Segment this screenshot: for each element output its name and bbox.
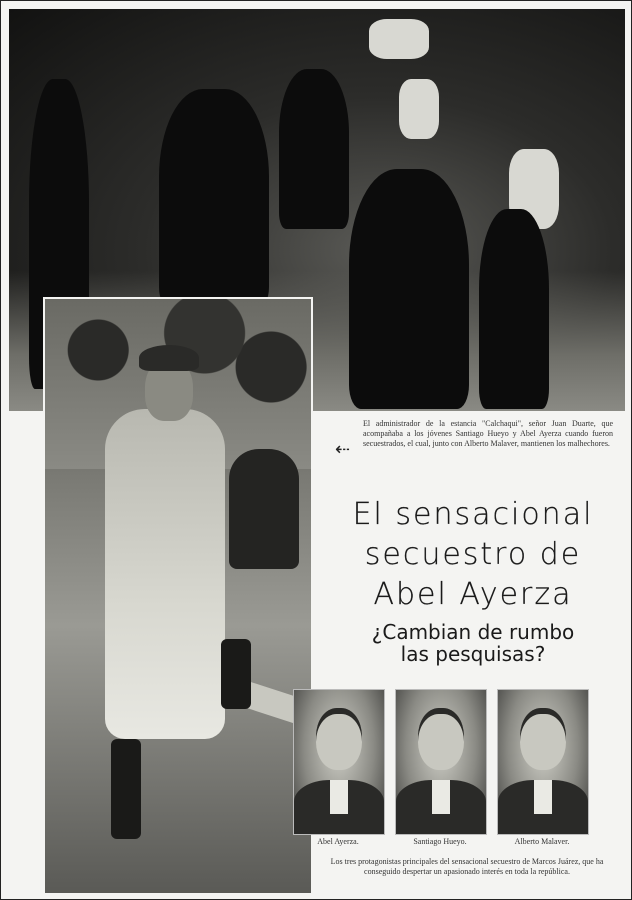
portrait-name: Alberto Malaver. (514, 837, 570, 846)
portrait-alberto-malaver (497, 689, 589, 835)
portraits-caption: Los tres protagonistas principales del sensacional secuestro de Marcos Juárez, que ha conseguido despertar un apasionado interés en toda la república. (330, 857, 604, 876)
photo-man-body (105, 409, 225, 739)
photo-figure (279, 69, 349, 229)
portrait-santiago-hueyo (395, 689, 487, 835)
subheadline-line: las pesquisas? (400, 642, 546, 666)
portrait-name: Santiago Hueyo. (413, 837, 467, 846)
photo-boot (111, 739, 141, 839)
portrait-name: Abel Ayerza. (317, 837, 359, 846)
photo-highlight (399, 79, 439, 139)
headline (323, 495, 623, 615)
photo-figure (479, 209, 549, 409)
headline-line: secuestro de (364, 537, 582, 572)
portrait-face (316, 708, 362, 770)
left-arrow-icon: ⇠ (335, 439, 351, 459)
photo-figure (349, 169, 469, 409)
photo-boot (221, 639, 251, 709)
portrait-collar (330, 780, 348, 814)
portrait-face (418, 708, 464, 770)
portrait-collar (534, 780, 552, 814)
subheadline (323, 621, 623, 665)
portrait-abel-ayerza (293, 689, 385, 835)
subheadline-line: ¿Cambian de rumbo (371, 620, 575, 644)
portrait-face (520, 708, 566, 770)
photo-man-cap (139, 345, 199, 371)
photo-second-man (229, 449, 299, 569)
portrait-photo-abel-ayerza (43, 297, 313, 895)
photo-highlight (369, 19, 429, 59)
portrait-collar (432, 780, 450, 814)
top-photo-caption: El administrador de la estancia "Calchaqui", señor Juan Duarte, que acompañaba a los jóvenes Santiago Hueyo y Abel Ayerza cuando fueron secuestrados, el cual, junto con Alberto Malaver, mantienen los malhechores. (363, 419, 613, 448)
headline-line: El sensacional (352, 497, 594, 532)
photo-figure (159, 89, 269, 309)
headline-line: Abel Ayerza (373, 577, 573, 612)
